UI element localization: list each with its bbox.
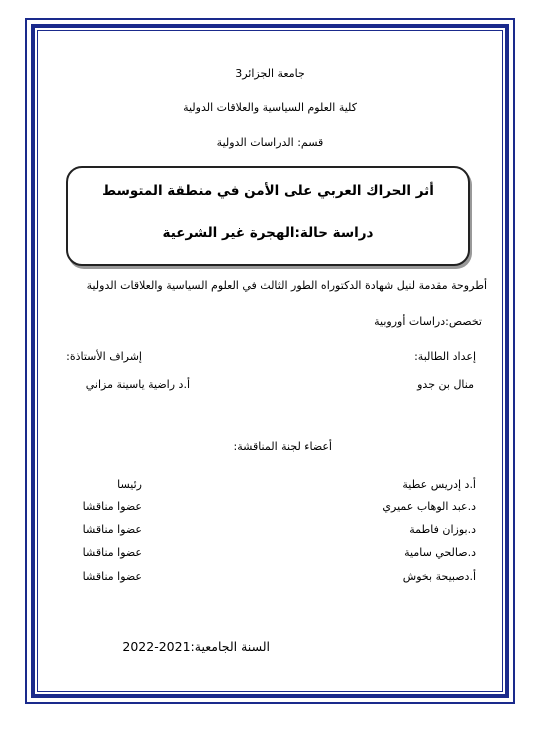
student-name: منال بن جدو <box>417 378 474 391</box>
supervisor-name: أ.د راضية ياسينة مزاني <box>85 378 190 391</box>
committee-member-role: عضوا مناقشا <box>82 570 142 583</box>
committee-member-name: أ.د إدريس عطية <box>402 478 476 491</box>
thesis-title: أثر الحراك العربي على الأمن في منطقة المتوسط <box>102 183 434 199</box>
committee-member-name: د.عبد الوهاب عميري <box>382 500 476 513</box>
university-name: جامعة الجزائر3 <box>235 67 305 80</box>
thesis-subtitle: دراسة حالة:الهجرة غير الشرعية <box>162 225 374 241</box>
supervised-by-label: إشراف الأستاذة: <box>66 350 142 363</box>
thesis-statement: أطروحة مقدمة لنيل شهادة الدكتوراه الطور الثالث في العلوم السياسية والعلاقات الدولية <box>86 279 487 292</box>
specialization: تخصص:دراسات أوروبية <box>374 315 482 328</box>
committee-member-role: رئيسا <box>117 478 142 491</box>
academic-year: السنة الجامعية:2021-2022 <box>122 639 270 654</box>
committee-member-role: عضوا مناقشا <box>82 500 142 513</box>
committee-member-name: أ.دصبيحة بخوش <box>402 570 476 583</box>
committee-heading: أعضاء لجنة المناقشة: <box>233 440 332 453</box>
department-name: قسم: الدراسات الدولية <box>216 136 324 149</box>
committee-member-role: عضوا مناقشا <box>82 546 142 559</box>
title-box <box>66 166 470 266</box>
committee-member-role: عضوا مناقشا <box>82 523 142 536</box>
prepared-by-label: إعداد الطالبة: <box>414 350 476 363</box>
committee-member-name: د.بوزان فاطمة <box>409 523 476 536</box>
faculty-name: كلية العلوم السياسية والعلاقات الدولية <box>183 101 357 114</box>
committee-member-name: د.صالحي سامية <box>404 546 476 559</box>
